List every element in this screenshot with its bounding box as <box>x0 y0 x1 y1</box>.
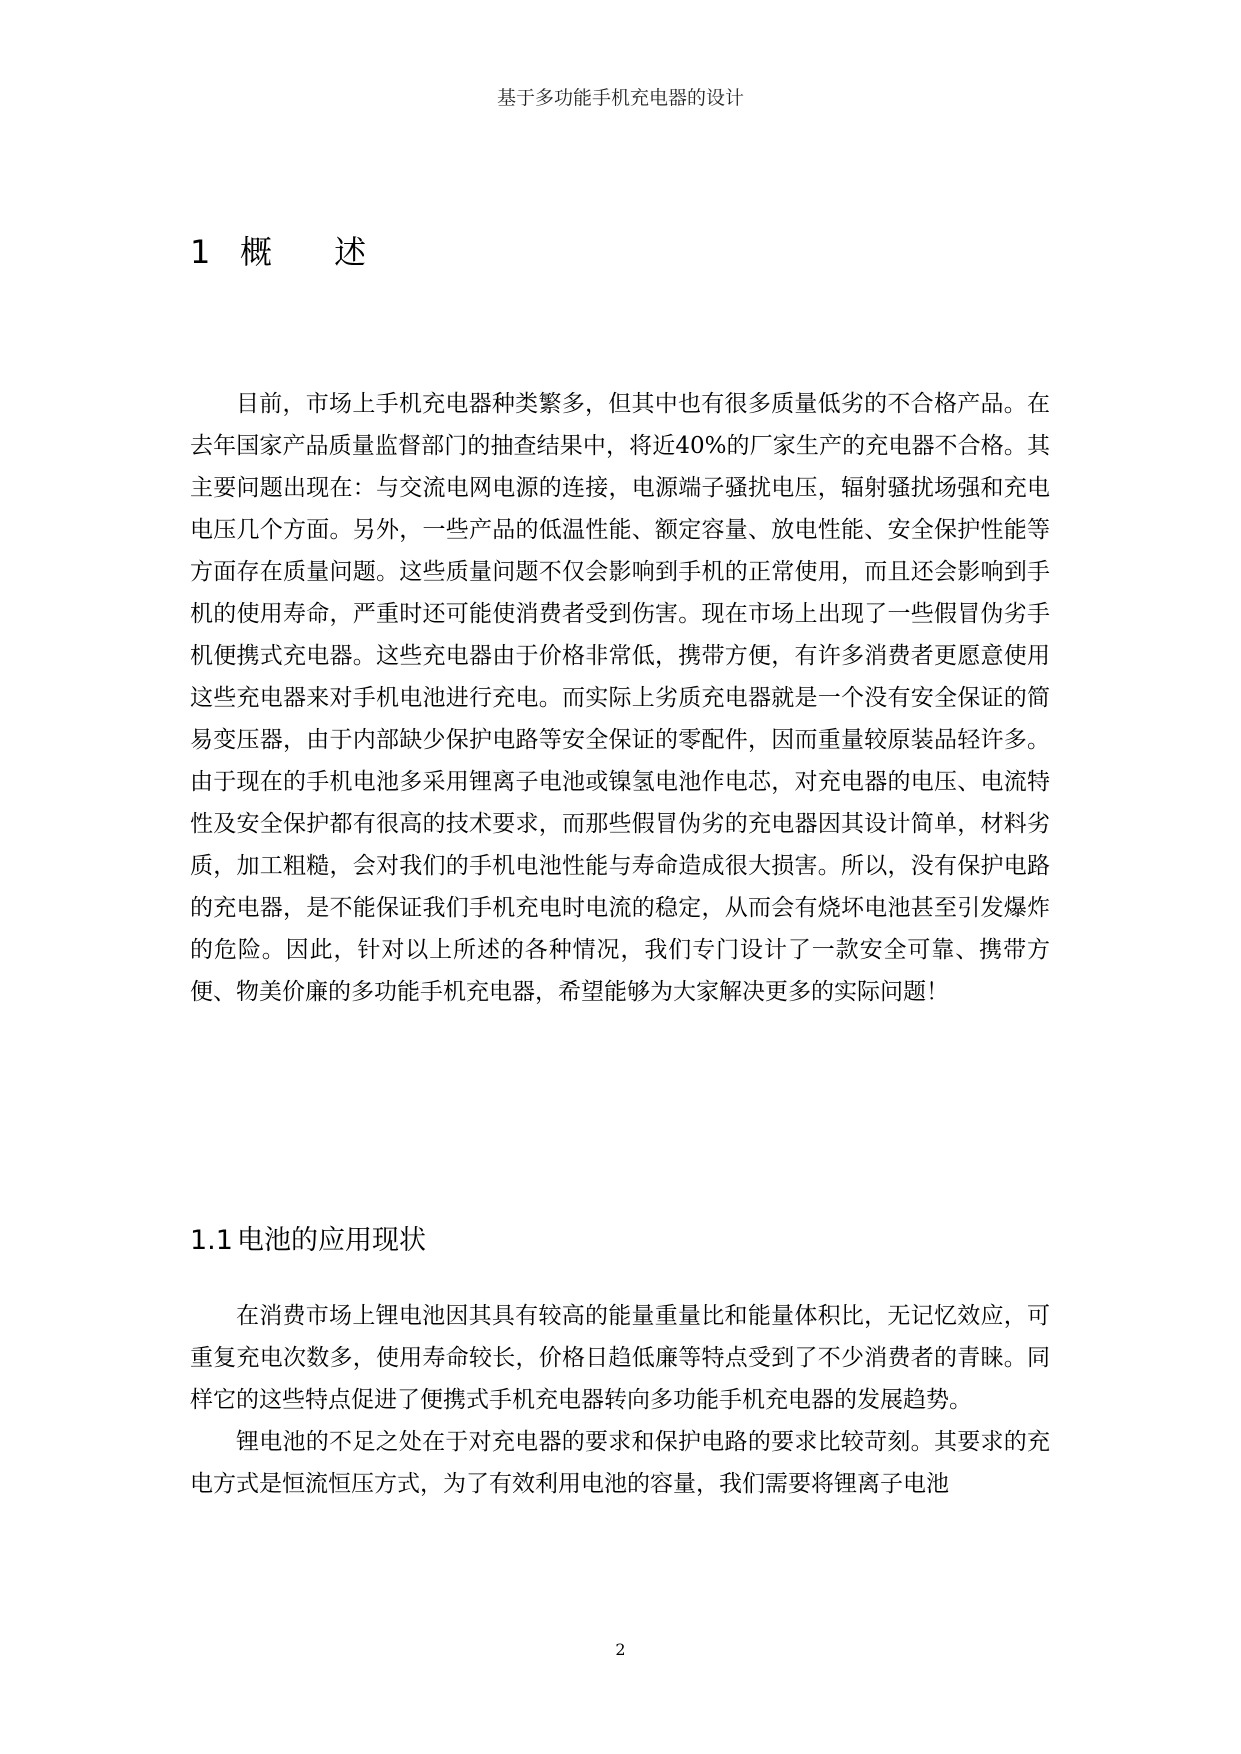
body-paragraph: 锂电池的不足之处在于对充电器的要求和保护电路的要求比较苛刻。其要求的充电方式是恒流恒压方式，为了有效利用电池的容量，我们需要将锂离子电池 <box>190 1429 1050 1497</box>
section-body <box>190 1295 1050 1505</box>
body-paragraph: 在消费市场上锂电池因其具有较高的能量重量比和能量体积比，无记忆效应，可重复充电次数多，使用寿命较长，价格日趋低廉等特点受到了不少消费者的青睐。同样它的这些特点促进了便携式手机充电器转向多功能手机充电器的发展趋势。 <box>190 1303 1050 1413</box>
page-number: 2 <box>615 1640 626 1659</box>
section-title: 电池的应用现状 <box>236 1225 426 1256</box>
chapter-number: 1 <box>190 233 211 271</box>
chapter-body <box>190 383 1050 1013</box>
chapter-title: 概 述 <box>240 233 393 271</box>
section-heading <box>190 1223 426 1259</box>
running-header: 基于多功能手机充电器的设计 <box>496 87 744 109</box>
body-paragraph: 目前，市场上手机充电器种类繁多，但其中也有很多质量低劣的不合格产品。在去年国家产品质量监督部门的抽查结果中，将近40%的厂家生产的充电器不合格。其主要问题出现在：与交流电网电源的连接，电源端子骚扰电压，辐射骚扰场强和充电电压几个方面。另外，一些产品的低温性能、额定容量、放电性能、安全保护性能等方面存在质量问题。这些质量问题不仅会影响到手机的正常使用，而且还会影响到手机的使用寿命，严重时还可能使消费者受到伤害。现在市场上出现了一些假冒伪劣手机便携式充电器。这些充电器由于价格非常低，携带方便，有许多消费者更愿意使用这些充电器来对手机电池进行充电。而实际上劣质充电器就是一个没有安全保证的简易变压器，由于内部缺少保护电路等安全保证的零配件，因而重量较原装品轻许多。由于现在的手机电池多采用锂离子电池或镍氢电池作电芯，对充电器的电压、电流特性及安全保护都有很高的技术要求，而那些假冒伪劣的充电器因其设计简单，材料劣质，加工粗糙，会对我们的手机电池性能与寿命造成很大损害。所以，没有保护电路的充电器，是不能保证我们手机充电时电流的稳定，从而会有烧坏电池甚至引发爆炸的危险。因此，针对以上所述的各种情况，我们专门设计了一款安全可靠、携带方便、物美价廉的多功能手机充电器，希望能够为大家解决更多的实际问题！ <box>190 391 1050 1005</box>
chapter-heading <box>190 232 392 272</box>
section-number: 1.1 <box>190 1225 233 1256</box>
